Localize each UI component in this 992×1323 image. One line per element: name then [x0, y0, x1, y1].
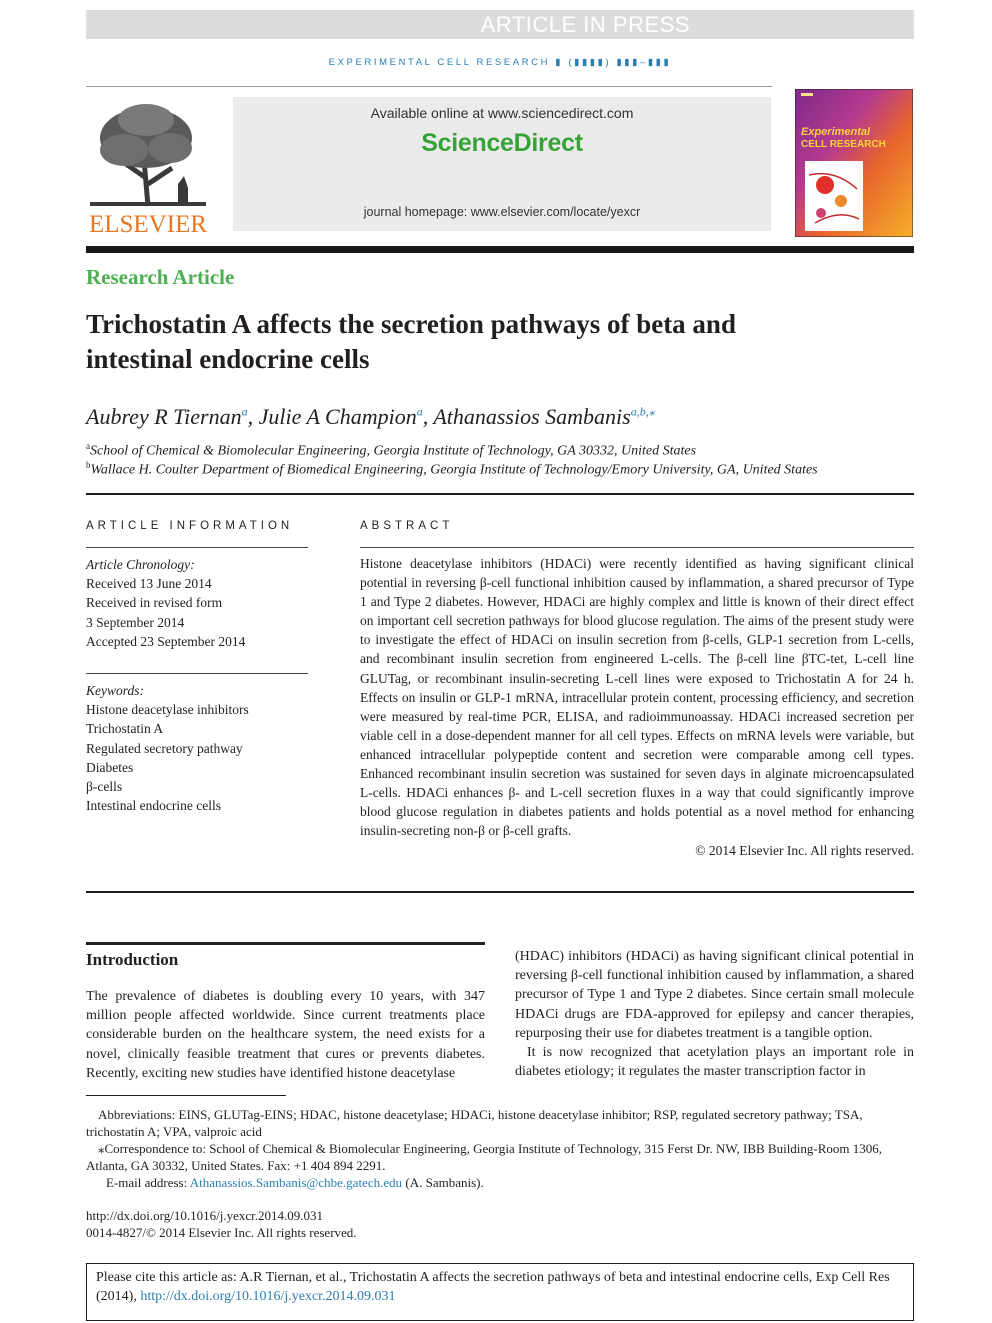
article-title: Trichostatin A affects the secretion pathways of beta and intestinal endocrine cells	[86, 309, 736, 374]
article-type-label: Research Article	[86, 265, 235, 289]
journal-cover-art	[795, 89, 913, 237]
abstract-divider	[360, 547, 914, 548]
affiliation-b	[86, 460, 818, 479]
keyword: Intestinal endocrine cells	[86, 798, 221, 814]
footnote-rule	[86, 1095, 286, 1096]
body-paragraph: It is now recognized that acetylation plays an important role in diabetes etiology; it regulates the master transcription factor in	[515, 1045, 914, 1080]
keyword: Regulated secretory pathway	[86, 740, 243, 756]
affiliation-marker: a	[86, 441, 90, 451]
chronology-item: Received 13 June 2014	[86, 576, 212, 592]
abstract-bottom-rule	[86, 891, 914, 893]
email-link[interactable]: Athanassios.Sambanis@chbe.gatech.edu	[189, 1175, 403, 1190]
keyword: Trichostatin A	[86, 721, 164, 737]
header-thick-rule	[86, 246, 914, 253]
author-name: Athanassios Sambanis	[433, 404, 631, 429]
article-information-heading: ARTICLE INFORMATION	[86, 520, 294, 532]
article-chronology	[86, 555, 245, 651]
body-column-left: The prevalence of diabetes is doubling every 10 years, with 347 million people affected worldwide. Since current treatments place considerable burden on the healthcare system, the need exists for a novel, clinically feasible treatment that cures or prevents diabetes. Recently, exciting new studies have identified histone deacetylase	[86, 989, 485, 1081]
email-label: E-mail address:	[106, 1175, 188, 1190]
doi-link[interactable]: http://dx.doi.org/10.1016/j.yexcr.2014.09.031	[86, 1208, 324, 1223]
chronology-item: Accepted 23 September 2014	[86, 633, 246, 649]
body-paragraph: (HDAC) inhibitors (HDACi) as having significant clinical potential in reversing β-cell functional inhibition caused by inflammation, a shared precursor of Type 1 and Type 2 diabetes. Since certain small molecule HDACi drugs are FDA-approved for epilepsy and cancer therapies, repurposing their use for diabetes treatment is a tangible option.	[515, 949, 914, 1041]
chronology-item: 3 September 2014	[86, 614, 185, 630]
info-divider	[86, 673, 308, 674]
author-name: Julie A Champion	[258, 404, 417, 429]
footnote-abbreviations: Abbreviations: EINS, GLUTag-EINS; HDAC, histone deacetylase; HDACi, histone deacetylase inhibitor; RSP, regulated secretory pathway; TSA, trichostatin A; VPA, valproic acid	[86, 1107, 863, 1139]
chronology-item: Received in revised form	[86, 595, 223, 611]
info-divider	[86, 547, 308, 548]
affiliation-text: Wallace H. Coulter Department of Biomedical Engineering, Georgia Institute of Technology/Emory University, GA, United States	[90, 462, 818, 478]
abstract-copyright: © 2014 Elsevier Inc. All rights reserved.	[695, 843, 914, 858]
affiliation-text: School of Chemical & Biomolecular Engineering, Georgia Institute of Technology, GA 30332, United States	[90, 443, 697, 459]
citation-box	[86, 1263, 914, 1321]
elsevier-tree-icon	[86, 98, 210, 238]
journal-header-box	[233, 97, 771, 231]
header-divider	[86, 86, 772, 87]
footnote-email	[86, 1174, 914, 1191]
affiliation-marker: b	[86, 460, 91, 470]
journal-running-head: EXPERIMENTAL CELL RESEARCH ▮ (▮▮▮▮) ▮▮▮–▮▮▮	[328, 57, 672, 68]
chronology-label: Article Chronology:	[86, 557, 195, 572]
journal-homepage-text: journal homepage: www.elsevier.com/locate/yexcr	[363, 205, 641, 219]
author-name: Aubrey R Tiernan	[86, 404, 242, 429]
cover-title-line2: CELL RESEARCH	[801, 139, 886, 150]
journal-cover-image	[795, 89, 913, 237]
affiliation-a	[86, 441, 696, 460]
citation-text: Please cite this article as: A.R Tiernan, et al., Trichostatin A affects the secretion pathways of beta and intestinal endocrine cells, Exp Cell Res (2014),	[96, 1270, 890, 1304]
cover-title-line1: Experimental	[801, 126, 871, 138]
author-affil-link[interactable]: a	[416, 404, 423, 419]
elsevier-logo	[86, 98, 210, 238]
keywords-list	[86, 681, 249, 815]
keywords-label: Keywords:	[86, 683, 144, 698]
author-list: Aubrey R Tiernan$^a$, Julie A Champion$^a$, Athanassios Sambanis$^{a,b,⁎}$	[86, 404, 655, 429]
footnote-correspondence: ⁎Correspondence to: School of Chemical & Biomolecular Engineering, Georgia Institute of Technology, 315 Ferst Dr. NW, IBB Building-Room 1306, Atlanta, GA 30332, United States. Fax: +1 404 894 2291.	[86, 1141, 883, 1173]
elsevier-wordmark: ELSEVIER	[88, 211, 208, 238]
keyword: Histone deacetylase inhibitors	[86, 702, 249, 718]
keyword: Diabetes	[86, 759, 134, 775]
abstract-heading: ABSTRACT	[360, 520, 454, 532]
section-rule	[86, 942, 485, 945]
available-online-text: Available online at www.sciencedirect.com	[370, 105, 634, 121]
info-top-rule	[86, 493, 914, 495]
article-in-press-banner: ARTICLE IN PRESS	[86, 10, 914, 39]
abstract-text: Histone deacetylase inhibitors (HDACi) were recently identified as having significant clinical potential in reversing β-cell functional inhibition caused by inflammation, a shared precursor of Type 1 and Type 2 diabetes. However, HDACi are highly complex and little is known of their direct effect on important cell secretion pathways for blood glucose regulation. The aims of the present study were to investigate the effect of HDACi on insulin secretion from β-cells, GLP-1 secretion from L-cells, and recombinant insulin secretion from engineered L-cells. The β-cell line βTC-tet, L-cell line GLUTag, or recombinant insulin-secreting L-cell lines were exposed to Trichostatin A for 24 h. Effects on insulin or GLP-1 mRNA, intracellular protein content, processing efficiency, and secretion were measured by real-time PCR, ELISA, and radioimmunoassay. HDACi increased secretion per viable cell in a dose-dependent manner for all cell types. Effects on mRNA levels were variable, but enhanced intracellular polypeptide content and secretion were comparable among cell types. Enhanced recombinant insulin secretion was sustained for seven days in alginate microencapsulated L-cells. HDACi enhances β- and L-cell secretion fluxes in a way that could significantly improve blood glucose regulation in diabetes patients and holds potential as a novel method for enhancing insulin-secreting non-β or β-cell grafts.	[360, 556, 914, 839]
email-owner: (A. Sambanis).	[405, 1175, 484, 1190]
author-affil-link[interactable]: a,b,⁎	[630, 404, 655, 419]
issn-copyright: 0014-4827/© 2014 Elsevier Inc. All rights reserved.	[86, 1225, 357, 1240]
sciencedirect-logo[interactable]: ScienceDirect	[421, 129, 583, 157]
citation-doi-link[interactable]: http://dx.doi.org/10.1016/j.yexcr.2014.09.031	[140, 1289, 396, 1304]
introduction-heading: Introduction	[86, 950, 179, 969]
author-affil-link[interactable]: a	[241, 404, 248, 419]
keyword: β-cells	[86, 779, 123, 795]
body-column-right	[515, 947, 914, 1081]
